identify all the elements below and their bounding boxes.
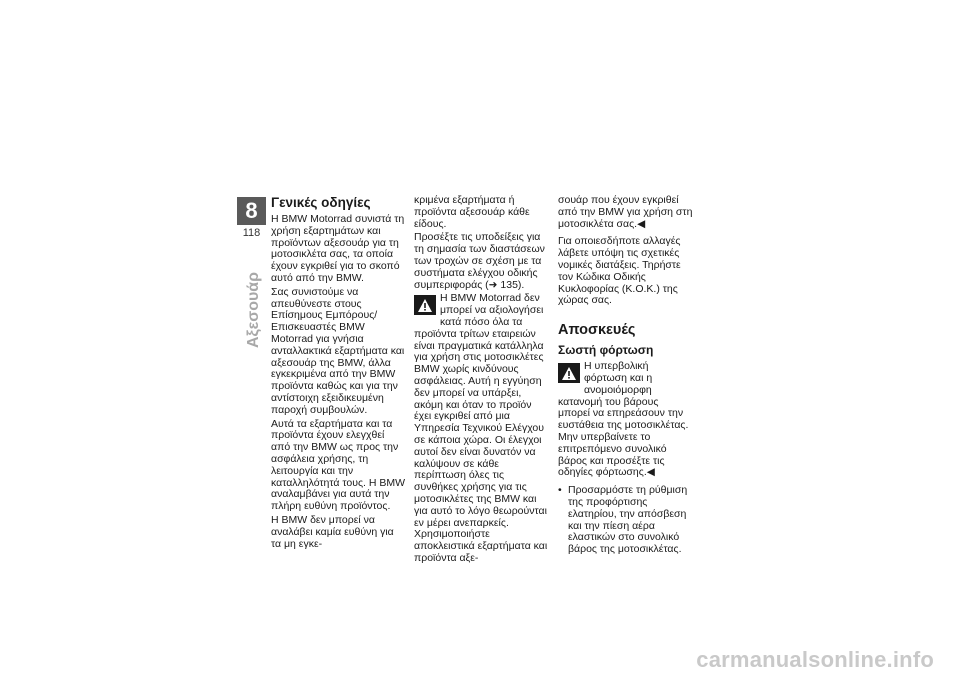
luggage-section-heading: Αποσκευές <box>558 322 636 339</box>
chapter-side-label: Αξεσουάρ <box>245 271 262 349</box>
paragraph-text: Μην υπερβαίνετε το επιτρεπόμενο συνολικό βάρος και προσέξτε τις οδηγίες φόρτωσης. <box>558 430 667 479</box>
warning-text: Η BMW Motorrad δεν μπορεί να αξιολογήσει κατά πόσο όλα τα προϊόντα τρίτων εταιρειών είναι πραγματικά κατάλληλα για χρήση στις μοτοσικλέτες BMW χωρίς κινδύνους ασφάλειας. Αυτή η εγγύηση δεν μπορεί να υπάρξει, ακόμη και όταν το προϊόν έχει εγκριθεί από μια Υπηρεσία Τεχνικού Ελέγχου σε κάποια χώρα. Οι έλεγχοι αυτοί δεν είναι δυνατόν να καλύψουν σε κάθε περίπτωση όλες τις συνθήκες χρήσης για τις μοτοσικλέτες της BMW και για αυτό το λόγο θεωρούνται εν μέρει ανεπαρκείς. <box>414 292 547 529</box>
warning-block <box>558 361 693 432</box>
paragraph: Χρησιμοποιήστε αποκλειστικά εξαρτήματα και προϊόντα αξε- <box>414 528 548 564</box>
bullet-icon: • <box>558 484 562 497</box>
warning-text: Η υπερβολική φόρτωση και η ανομοιόμορφη κατανομή του βάρους μπορεί να επηρεάσουν την ευστάθεια της μοτοσικλέτας. <box>558 360 689 432</box>
paragraph: Η BMW δεν μπορεί να αναλάβει καμία ευθύνη για τα μη εγκε- <box>271 513 394 550</box>
paragraph <box>558 432 693 479</box>
text-column-1 <box>271 195 406 552</box>
chapter-number-box <box>237 197 266 225</box>
watermark: carmanualsonline.info <box>696 647 934 672</box>
warning-block <box>414 293 549 529</box>
chapter-number: 8 <box>245 198 258 223</box>
end-mark-icon: ◀ <box>637 217 646 230</box>
paragraph: Σας συνιστούμε να απευθύνεστε στους Επίσημους Εμπόρους/Επισκευαστές BMW Motorrad για γνήσια ανταλλακτικά εξαρτήματα και αξεσουάρ της BMW, άλλα εγκεκριμένα από την BMW προϊόντα καθώς και για την αντίστοιχη εξειδικευμένη παροχή συμβουλών. <box>271 285 405 416</box>
warning-icon <box>558 363 580 383</box>
general-instructions-heading: Γενικές οδηγίες <box>271 195 371 210</box>
text-column-2 <box>414 195 549 567</box>
list-item <box>558 485 693 556</box>
page-number: 118 <box>242 227 261 239</box>
warning-icon <box>414 295 436 315</box>
list-item-text: Προσαρμόστε τη ρύθμιση της προφόρτισης ελατηρίου, την απόσβεση και την πίεση αέρα ελαστικών στο συνολικό βάρος της μοτοσικλέτας. <box>568 484 688 556</box>
paragraph: Αυτά τα εξαρτήματα και τα προϊόντα έχουν ελεγχθεί από την BMW ως προς την ασφάλεια χρήσης, τη λειτουργία και την καταλληλότητά τους. Η BMW αναλαμβάνει για αυτά την πλήρη ευθύνη προϊόντος. <box>271 417 405 513</box>
paragraph: Για οποιεσδήποτε αλλαγές λάβετε υπόψη τις σχετικές νομικές διατάξεις. Τηρήστε τον Κώδικα Οδικής Κυκλοφορίας (Κ.Ο.Κ.) της χώρας σας. <box>558 235 681 307</box>
paragraph: Προσέξτε τις υποδείξεις για τη σημασία των διαστάσεων των τροχών σε σχέση με τα συστήματα ελέγχου οδικής συμπεριφοράς (➜ 135). <box>414 231 545 291</box>
paragraph: κριμένα εξαρτήματα ή προϊόντα αξεσουάρ κάθε είδους. <box>414 194 530 230</box>
text-column-3 <box>558 195 693 556</box>
end-mark-icon: ◀ <box>646 466 655 479</box>
paragraph <box>558 195 693 230</box>
paragraph-text: σουάρ που έχουν εγκριθεί από την BMW για χρήση στη μοτοσικλέτα σας. <box>558 194 693 230</box>
correct-loading-subheading: Σωστή φόρτωση <box>558 343 654 358</box>
paragraph: Η BMW Motorrad συνιστά τη χρήση εξαρτημάτων και προϊόντων αξεσουάρ για τη μοτοσικλέτα σας, τα οποία έχουν εγκριθεί για το σκοπό αυτό από την BMW. <box>271 213 405 284</box>
